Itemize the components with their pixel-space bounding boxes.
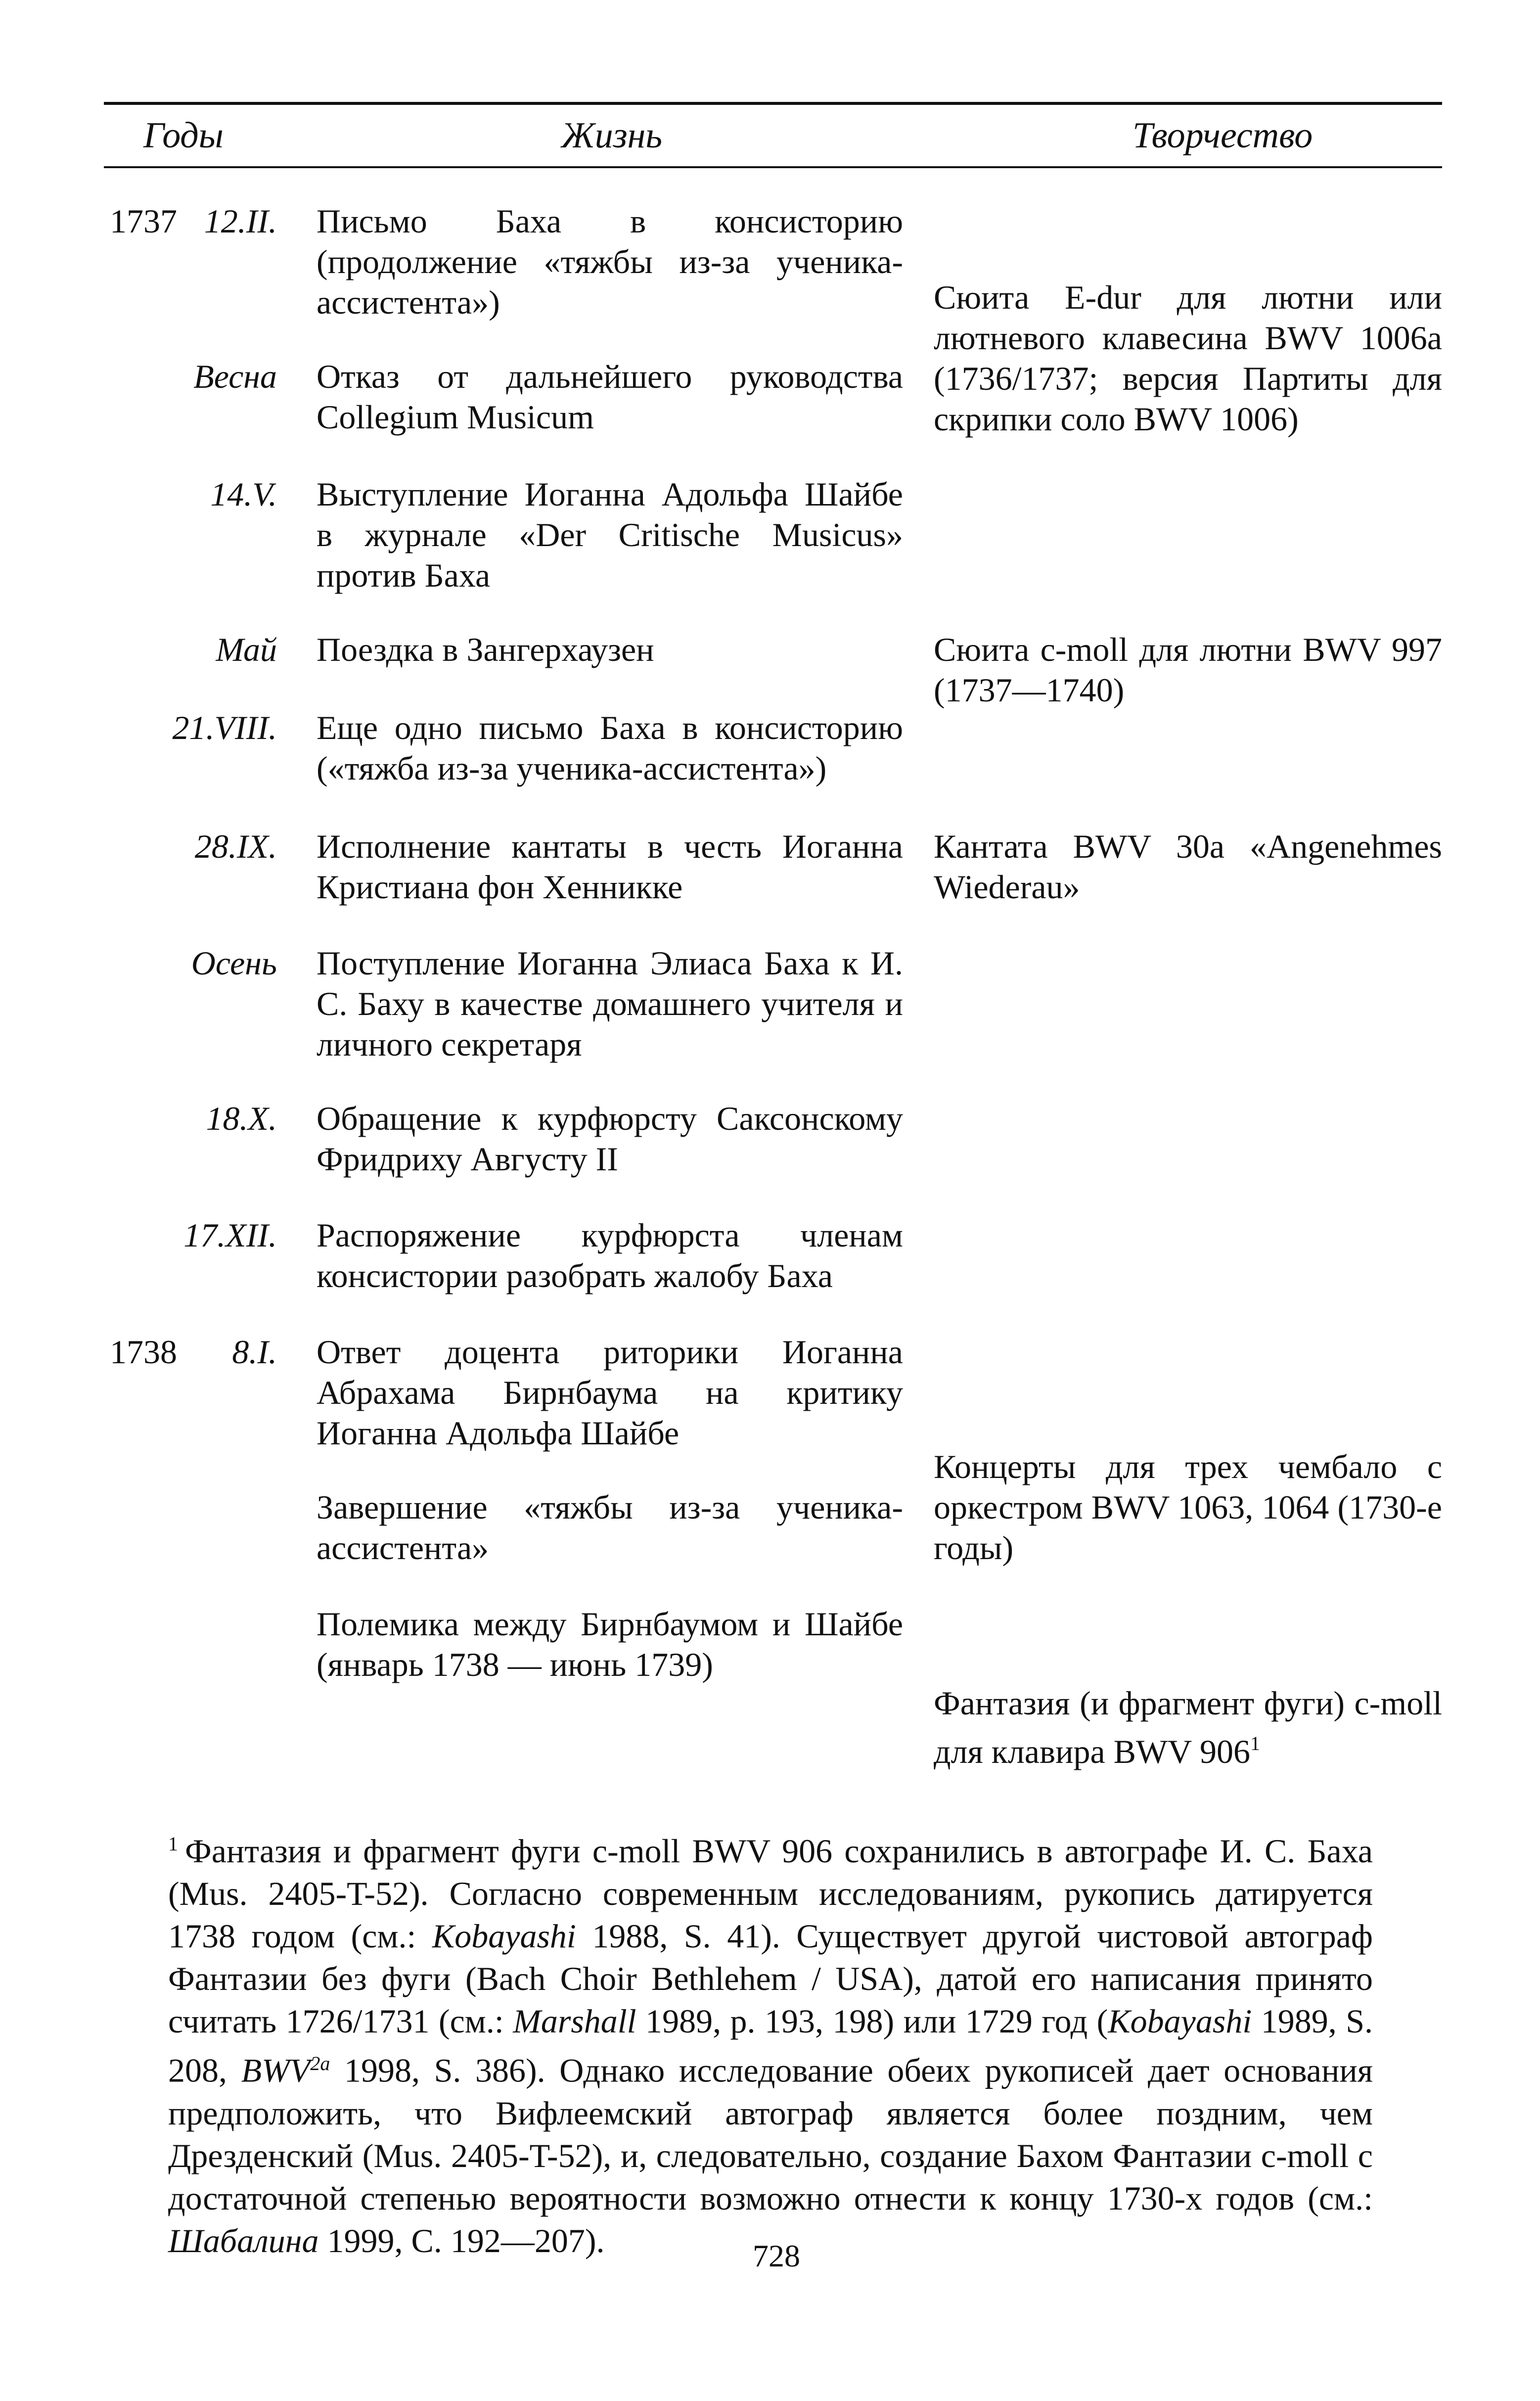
works-entry: Сюита E-dur для лютни или лютневого клавесина BWV 1006a (1736/1737; версия Партиты для скрипки соло BWV 1006) — [934, 278, 1442, 438]
row-date: 21.VIII. — [172, 709, 277, 746]
col-header-years: Годы — [143, 115, 224, 156]
works-entry — [934, 1683, 1442, 1772]
row-date: 12.II. — [204, 202, 277, 240]
footnote-text: 1998, S. 386). Однако исследование обеих рукописей дает основания предположить, что Вифлеемский автограф является более поздним, чем Дрезденский (Mus. 2405-T-52), и, следовательно, создание Бахом Фантазии c-moll с достаточной степенью вероятности возможно отнести к концу 1730-х годов (см.: — [168, 2051, 1373, 2217]
footnote-text: 1988, S. 41). Существует другой чистовой автограф Фантазии без фуги (Bach Choir Bethlehem / USA), датой его написания принято считать 1726/1731 (см.: — [168, 1917, 1373, 2040]
works-entry-text: Фантазия (и фрагмент фуги) c-moll для клавира BWV 906 — [934, 1684, 1442, 1770]
row-date: 18.X. — [206, 1100, 277, 1137]
row-date: 14.V. — [210, 475, 277, 513]
row-year: 1737 — [110, 202, 177, 240]
footnote-text: Фантазия и фрагмент фуги c-moll BWV 906 сохранились в автографе И. С. Баха (Mus. 2405-T-52). Согласно современным исследованиям, рукопись датируется 1738 годом (см.: — [168, 1832, 1373, 1955]
row-date: 28.IX. — [194, 828, 277, 865]
row-life: Завершение «тяжбы из-за ученика-ассистента» — [317, 1488, 903, 1567]
footnote-citation: BWV — [241, 2051, 311, 2089]
footnote-citation-sup: 2a — [310, 2052, 330, 2075]
row-life: Распоряжение курфюрста членам консистории разобрать жалобу Баха — [317, 1216, 903, 1294]
row-date: Осень — [191, 944, 277, 982]
row-date: Май — [216, 631, 277, 668]
row-life: Поездка в Зангерхаузен — [317, 631, 654, 668]
row-year: 1738 — [110, 1333, 177, 1371]
works-entry: Концерты для трех чембало с оркестром BWV 1063, 1064 (1730-е годы) — [934, 1448, 1442, 1567]
row-date: Весна — [193, 358, 277, 395]
footnote-ref-marker: 1 — [1250, 1732, 1261, 1755]
table-header-rule — [104, 166, 1442, 168]
row-life: Отказ от дальнейшего руководства Collegium Musicum — [317, 358, 903, 436]
row-life: Поступление Иоганна Элиаса Баха к И. С. Баху в качестве домашнего учителя и личного секретаря — [317, 944, 903, 1063]
row-life: Выступление Иоганна Адольфа Шайбе в журнале «Der Critische Musicus» против Баха — [317, 475, 903, 594]
row-life: Обращение к курфюрсту Саксонскому Фридриху Августу II — [317, 1100, 903, 1178]
works-entry: Сюита c-moll для лютни BWV 997 (1737—1740) — [934, 631, 1442, 709]
footnote-citation: Marshall — [513, 2002, 636, 2040]
row-life: Еще одно письмо Баха в консисторию («тяжба из-за ученика-ассистента») — [317, 709, 903, 787]
row-date: 17.XII. — [183, 1216, 277, 1254]
row-life: Письмо Баха в консисторию (продолжение «тяжбы из-за ученика-ассистента») — [317, 202, 903, 321]
footnote-text: 1989, S. 208, — [168, 2002, 1373, 2089]
works-entry: Кантата BWV 30a «Angenehmes Wiederau» — [934, 828, 1442, 906]
footnote-citation: Шабалина — [168, 2221, 319, 2260]
col-header-life: Жизнь — [561, 115, 663, 156]
row-life: Полемика между Бирнбаумом и Шайбе (январь 1738 — июнь 1739) — [317, 1605, 903, 1683]
row-date: 8.I. — [232, 1333, 277, 1371]
footnote-citation: Kobayashi — [1108, 2002, 1252, 2040]
table-top-rule — [104, 102, 1442, 105]
page-number: 728 — [753, 2238, 800, 2273]
row-life: Исполнение кантаты в честь Иоганна Кристиана фон Хенникке — [317, 828, 903, 906]
footnote-marker: 1 — [168, 1833, 178, 1855]
row-life: Ответ доцента риторики Иоганна Абрахама Бирнбаума на критику Иоганна Адольфа Шайбе — [317, 1333, 903, 1452]
col-header-works: Творчество — [1132, 115, 1313, 156]
footnote-citation: Kobayashi — [432, 1917, 576, 1955]
footnote-text: 1989, p. 193, 198) или 1729 год ( — [636, 2002, 1108, 2040]
footnote — [168, 1823, 1373, 2262]
footnote-text: 1999, С. 192—207). — [318, 2221, 605, 2260]
